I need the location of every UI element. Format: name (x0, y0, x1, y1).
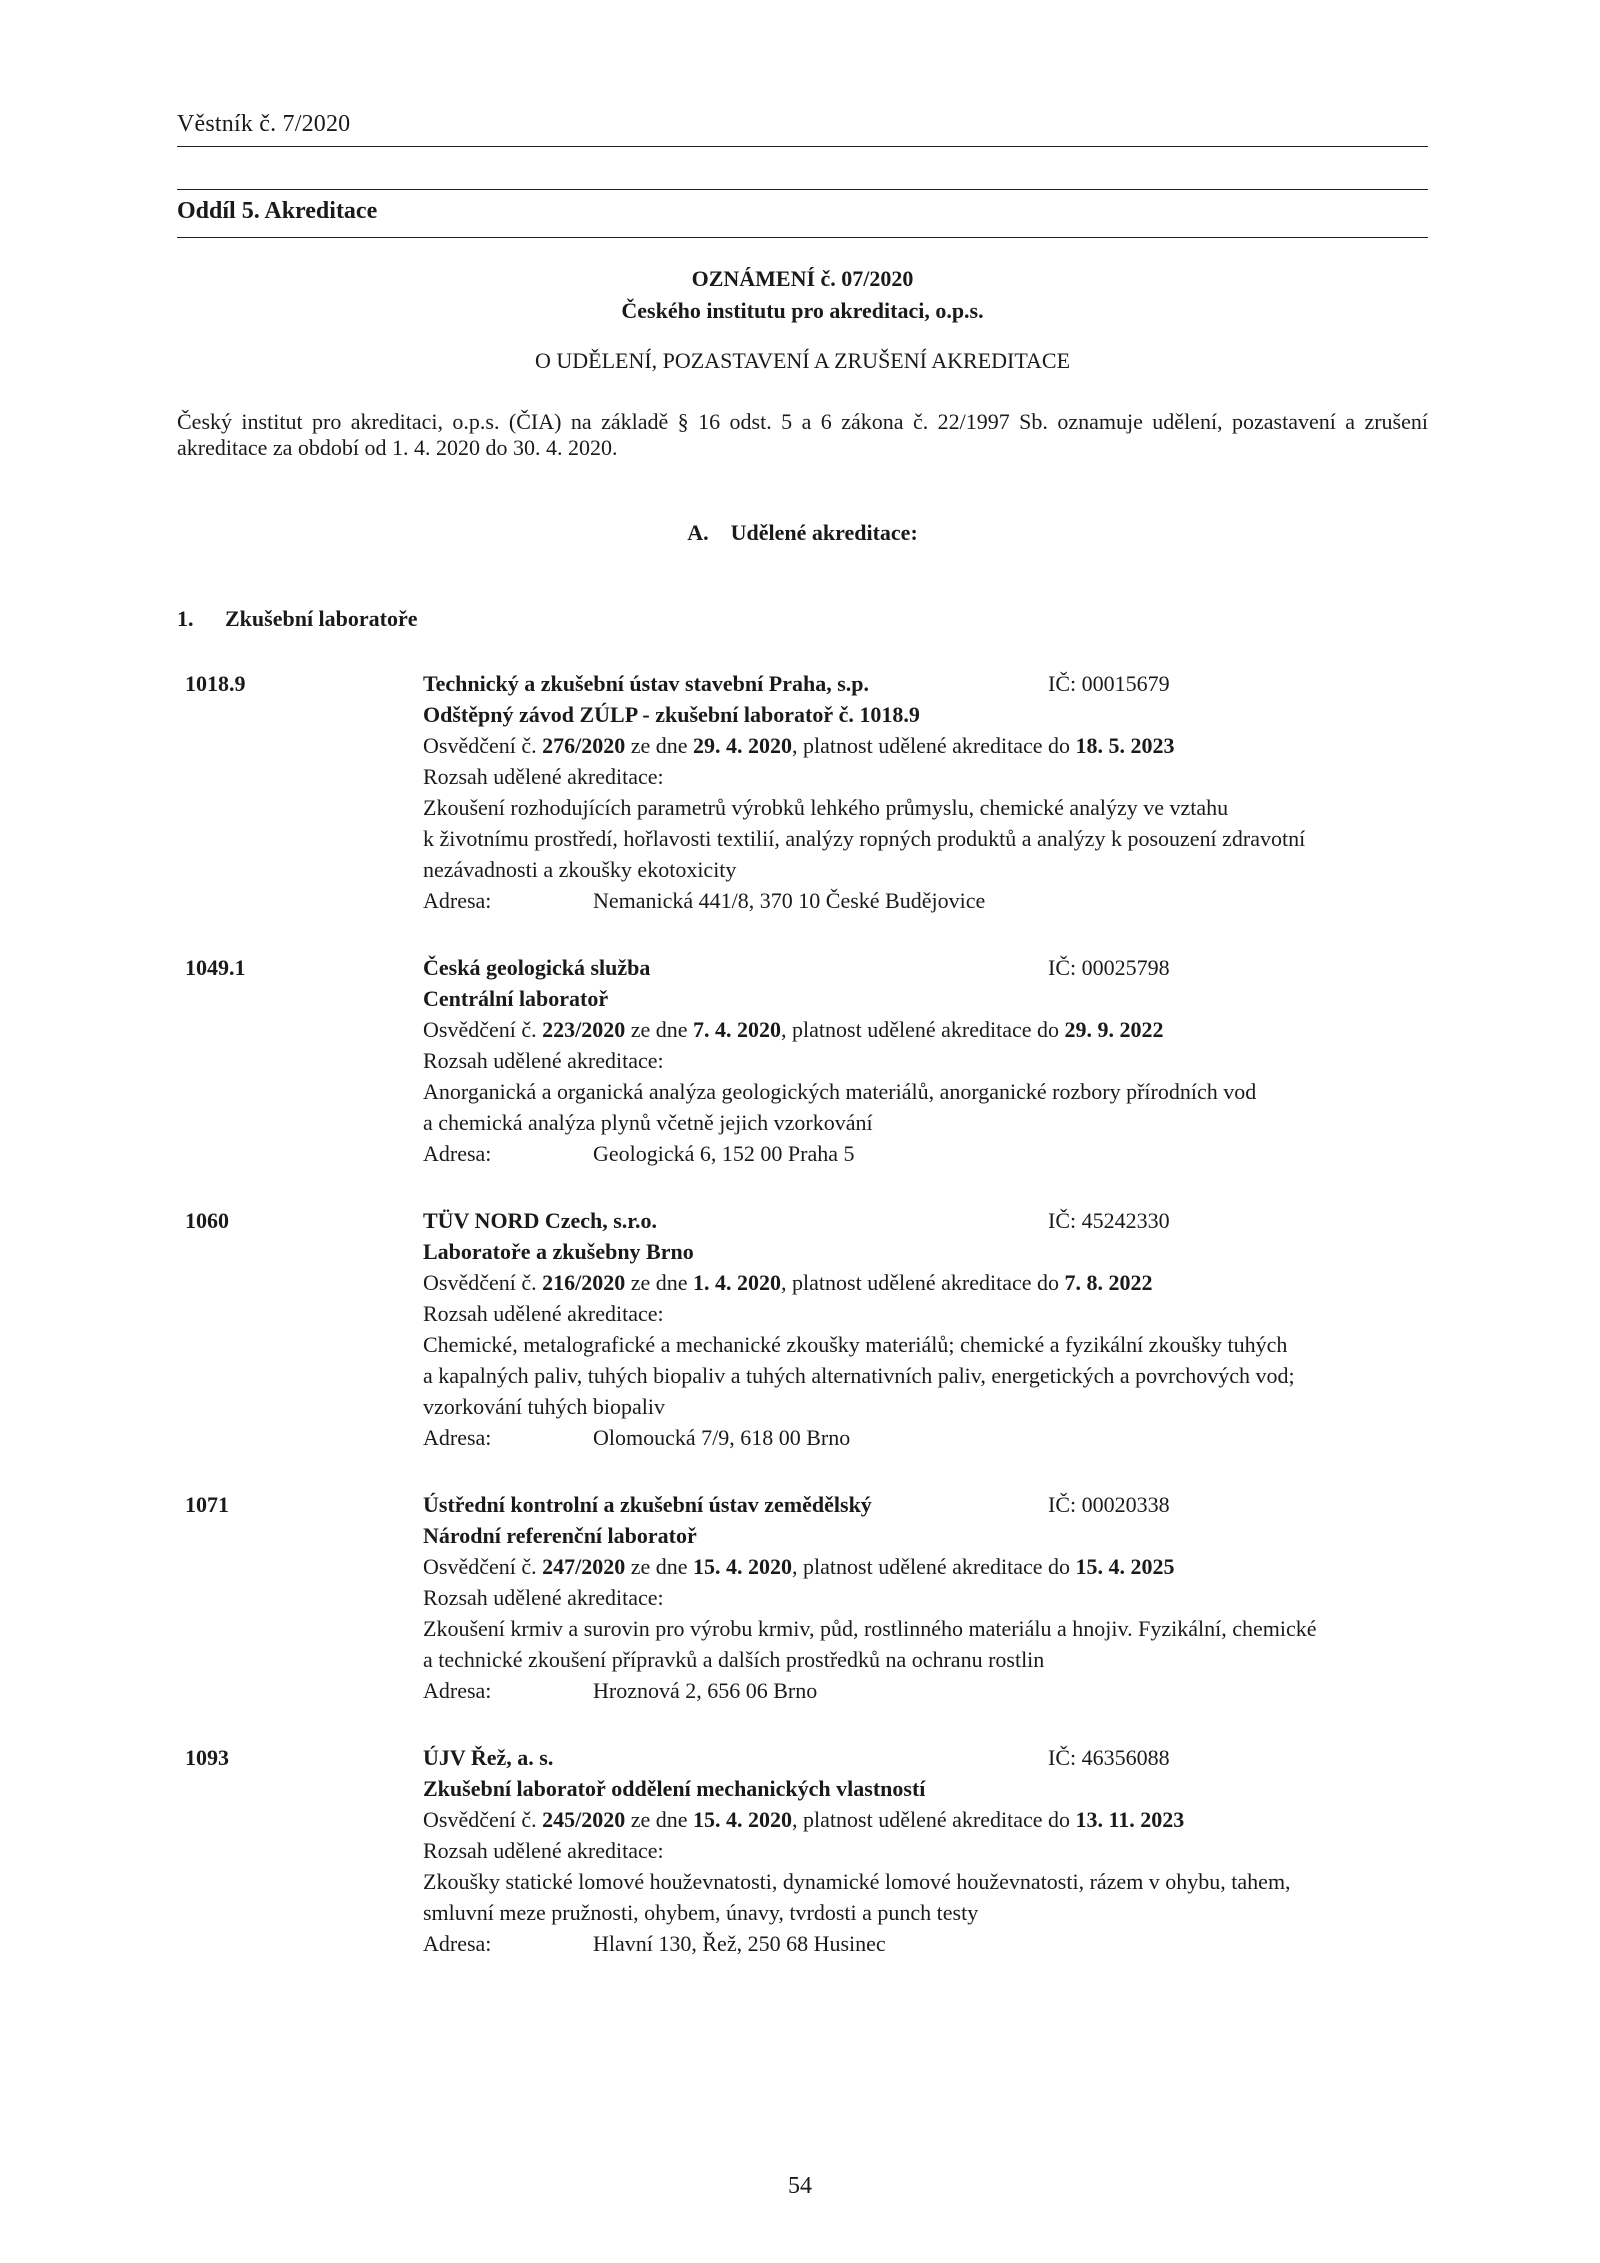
notice-subtitle: O UDĚLENÍ, POZASTAVENÍ A ZRUŠENÍ AKREDITACE (534, 348, 1071, 373)
scope-line: a chemická analýza plynů včetně jejich vzorkování (423, 1110, 873, 1135)
validity-label: , platnost udělené akreditace do (781, 1017, 1065, 1042)
address-label: Adresa: (423, 1425, 492, 1450)
category-title: Zkušební laboratoře (225, 606, 418, 631)
lab-unit-name: Zkušební laboratoř oddělení mechanických vlastností (423, 1776, 926, 1801)
cert-prefix: Osvědčení č. (423, 733, 543, 758)
organization-name: Technický a zkušební ústav stavební Praha, s.p. (423, 671, 870, 696)
scope-line: Zkoušky statické lomové houževnatosti, dynamické lomové houževnatosti, rázem v ohybu, tahem, (423, 1869, 1291, 1894)
accreditation-number: 1049.1 (185, 955, 246, 980)
section-rule-top (177, 189, 1428, 190)
valid-until-date: 29. 9. 2022 (1064, 1017, 1164, 1042)
section-title: Oddíl 5. Akreditace (177, 198, 378, 224)
header-rule (177, 146, 1428, 147)
organization-line (423, 1489, 1428, 1520)
address-value: Hlavní 130, Řež, 250 68 Husinec (593, 1931, 886, 1956)
accreditation-number: 1060 (185, 1208, 229, 1233)
accreditation-number: 1071 (185, 1492, 229, 1517)
validity-label: , platnost udělené akreditace do (792, 733, 1076, 758)
issue-date: 29. 4. 2020 (693, 733, 793, 758)
lab-unit-name: Odštěpný závod ZÚLP - zkušební laboratoř č. 1018.9 (423, 702, 920, 727)
notice-title-line2: Českého institutu pro akreditaci, o.p.s. (621, 298, 984, 323)
organization-name: Česká geologická služba (423, 955, 651, 980)
scope-line: k životnímu prostředí, hořlavosti textilií, analýzy ropných produktů a analýzy k posouzení zdravotní (423, 826, 1306, 851)
cert-prefix: Osvědčení č. (423, 1807, 543, 1832)
address-label: Adresa: (423, 1678, 492, 1703)
company-id: IČ: 00020338 (1048, 1492, 1170, 1517)
organization-line (423, 668, 1428, 699)
valid-until-date: 13. 11. 2023 (1075, 1807, 1185, 1832)
valid-until-date: 18. 5. 2023 (1075, 733, 1175, 758)
certificate-number: 245/2020 (542, 1807, 626, 1832)
company-id: IČ: 00015679 (1048, 671, 1170, 696)
certificate-line (423, 1014, 1428, 1045)
certificate-number: 216/2020 (542, 1270, 626, 1295)
address-line (423, 1675, 1428, 1706)
issue-date: 15. 4. 2020 (693, 1554, 793, 1579)
accreditation-entry (0, 1742, 1600, 1959)
entry-body (423, 952, 1428, 1169)
scope-line: Zkoušení krmiv a surovin pro výrobu krmiv, půd, rostlinného materiálu a hnojiv. Fyzikální, chemické (423, 1616, 1317, 1641)
lab-unit-name: Centrální laboratoř (423, 986, 609, 1011)
scope-line: nezávadnosti a zkoušky ekotoxicity (423, 857, 737, 882)
cert-prefix: Osvědčení č. (423, 1270, 543, 1295)
accreditation-entry (0, 952, 1600, 1169)
scope-line: smluvní meze pružnosti, ohybem, únavy, tvrdosti a punch testy (423, 1900, 979, 1925)
scope-line: Anorganická a organická analýza geologických materiálů, anorganické rozbory přírodních vod (423, 1079, 1257, 1104)
entry-body (423, 668, 1428, 916)
issued-on-label: ze dne (625, 1270, 694, 1295)
issued-on-label: ze dne (625, 733, 694, 758)
validity-label: , platnost udělené akreditace do (792, 1554, 1076, 1579)
notice-title-line1: OZNÁMENÍ č. 07/2020 (691, 266, 914, 291)
issue-date: 1. 4. 2020 (693, 1270, 782, 1295)
address-value: Geologická 6, 152 00 Praha 5 (593, 1141, 855, 1166)
certificate-line (423, 1551, 1428, 1582)
address-label: Adresa: (423, 1141, 492, 1166)
scope-line: a kapalných paliv, tuhých biopaliv a tuhých alternativních paliv, energetických a povrchových vod; (423, 1363, 1295, 1388)
address-label: Adresa: (423, 888, 492, 913)
scope-label: Rozsah udělené akreditace: (423, 1838, 664, 1863)
certificate-number: 223/2020 (542, 1017, 626, 1042)
notice-title (177, 263, 1428, 327)
certificate-number: 276/2020 (542, 733, 626, 758)
lab-unit-name: Národní referenční laboratoř (423, 1523, 697, 1548)
validity-label: , platnost udělené akreditace do (781, 1270, 1065, 1295)
valid-until-date: 7. 8. 2022 (1064, 1270, 1153, 1295)
address-value: Nemanická 441/8, 370 10 České Budějovice (593, 888, 986, 913)
validity-label: , platnost udělené akreditace do (792, 1807, 1076, 1832)
accreditation-list (0, 668, 1600, 1995)
scope-label: Rozsah udělené akreditace: (423, 764, 664, 789)
address-line (423, 885, 1428, 916)
issue-date: 15. 4. 2020 (693, 1807, 793, 1832)
entry-body (423, 1489, 1428, 1706)
category-heading (177, 606, 418, 632)
address-value: Olomoucká 7/9, 618 00 Brno (593, 1425, 851, 1450)
organization-line (423, 1742, 1428, 1773)
scope-line: Chemické, metalografické a mechanické zkoušky materiálů; chemické a fyzikální zkoušky tuhých (423, 1332, 1288, 1357)
section-rule-bottom (177, 237, 1428, 238)
organization-line (423, 1205, 1428, 1236)
issued-on-label: ze dne (625, 1807, 694, 1832)
subsection-letter: A. (687, 520, 709, 545)
organization-name: TÜV NORD Czech, s.r.o. (423, 1208, 658, 1233)
lab-unit-name: Laboratoře a zkušebny Brno (423, 1239, 694, 1264)
accreditation-entry (0, 668, 1600, 916)
address-label: Adresa: (423, 1931, 492, 1956)
accreditation-entry (0, 1489, 1600, 1706)
certificate-line (423, 1804, 1428, 1835)
scope-label: Rozsah udělené akreditace: (423, 1301, 664, 1326)
category-number: 1. (177, 606, 194, 631)
valid-until-date: 15. 4. 2025 (1075, 1554, 1175, 1579)
company-id: IČ: 00025798 (1048, 955, 1170, 980)
issued-on-label: ze dne (625, 1017, 694, 1042)
entry-body (423, 1205, 1428, 1453)
company-id: IČ: 46356088 (1048, 1745, 1170, 1770)
company-id: IČ: 45242330 (1048, 1208, 1170, 1233)
subsection-heading (177, 520, 1428, 546)
certificate-number: 247/2020 (542, 1554, 626, 1579)
entry-body (423, 1742, 1428, 1959)
issued-on-label: ze dne (625, 1554, 694, 1579)
intro-paragraph: Český institut pro akreditaci, o.p.s. (ČIA) na základě § 16 odst. 5 a 6 zákona č. 22/1997 Sb. oznamuje udělení, pozastavení a zrušení akreditace za období od 1. 4. 2020 do 30. 4. 2020. (177, 409, 1428, 460)
running-header: Věstník č. 7/2020 (177, 111, 351, 137)
address-line (423, 1928, 1428, 1959)
organization-line (423, 952, 1428, 983)
scope-line: a technické zkoušení přípravků a dalších prostředků na ochranu rostlin (423, 1647, 1045, 1672)
address-line (423, 1138, 1428, 1169)
accreditation-number: 1018.9 (185, 671, 246, 696)
accreditation-number: 1093 (185, 1745, 229, 1770)
accreditation-entry (0, 1205, 1600, 1453)
cert-prefix: Osvědčení č. (423, 1017, 543, 1042)
cert-prefix: Osvědčení č. (423, 1554, 543, 1579)
organization-name: Ústřední kontrolní a zkušební ústav zemědělský (423, 1492, 872, 1517)
certificate-line (423, 730, 1428, 761)
page-number: 54 (788, 2173, 812, 2199)
issue-date: 7. 4. 2020 (693, 1017, 782, 1042)
scope-line: vzorkování tuhých biopaliv (423, 1394, 665, 1419)
address-line (423, 1422, 1428, 1453)
scope-label: Rozsah udělené akreditace: (423, 1048, 664, 1073)
certificate-line (423, 1267, 1428, 1298)
scope-label: Rozsah udělené akreditace: (423, 1585, 664, 1610)
subsection-title: Udělené akreditace: (730, 520, 918, 545)
address-value: Hroznová 2, 656 06 Brno (593, 1678, 818, 1703)
organization-name: ÚJV Řež, a. s. (423, 1745, 554, 1770)
scope-line: Zkoušení rozhodujících parametrů výrobků lehkého průmyslu, chemické analýzy ve vztahu (423, 795, 1229, 820)
